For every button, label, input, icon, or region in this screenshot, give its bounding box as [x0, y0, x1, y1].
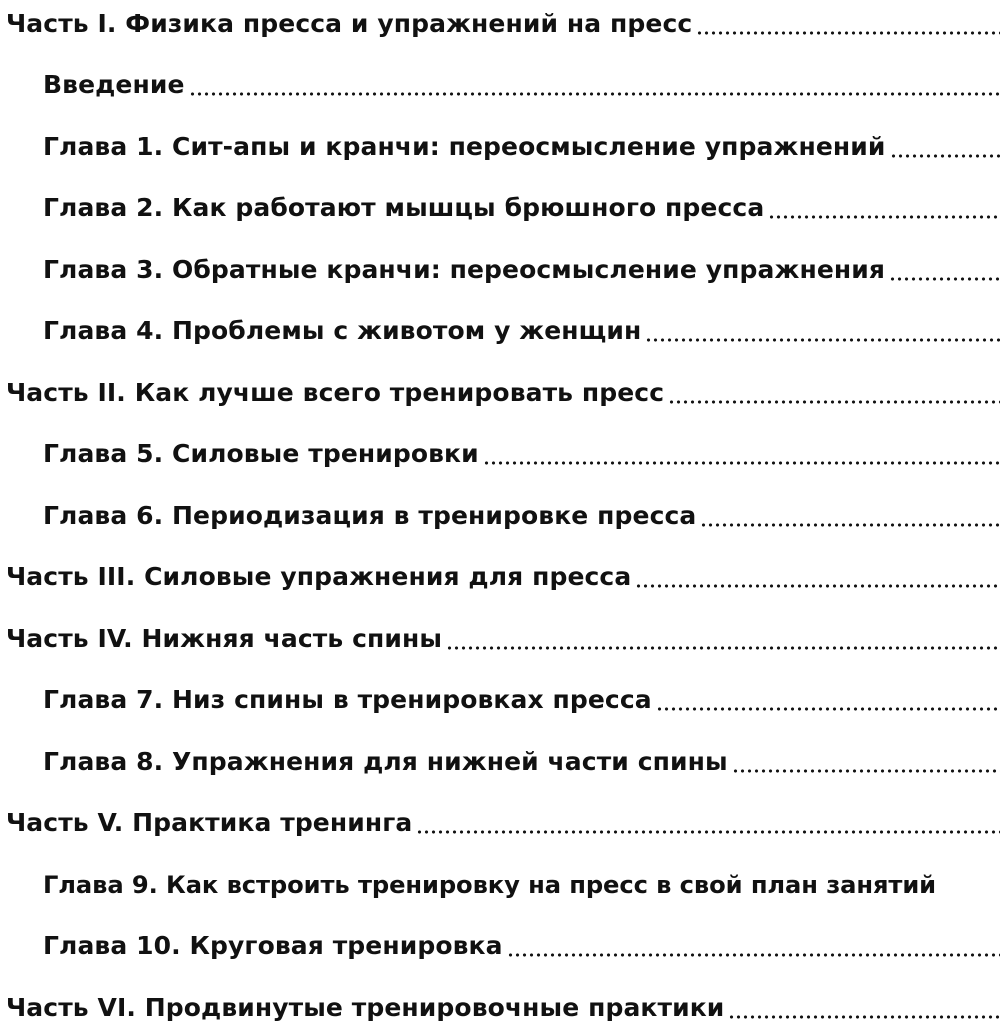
dot-leader — [189, 67, 1000, 97]
toc-entry-label: Часть III. Силовые упражнения для пресса — [6, 562, 632, 591]
dot-leader — [732, 744, 1000, 774]
toc-entry-label: Введение — [43, 70, 185, 99]
dot-leader — [416, 805, 1000, 835]
dot-leader — [507, 928, 1000, 958]
toc-entry-label: Глава 5. Силовые тренировки — [43, 439, 479, 468]
toc-entry-label: Глава 7. Низ спины в тренировках пресса — [43, 685, 652, 714]
dot-leader — [645, 313, 1000, 343]
toc-entry-chapter-4 — [0, 307, 1000, 347]
toc-entry-label: Глава 4. Проблемы с животом у женщин — [43, 316, 642, 345]
toc-entry-part-4 — [0, 615, 1000, 655]
toc-entry-chapter-10 — [0, 922, 1000, 962]
dot-leader — [656, 682, 1000, 712]
toc-entry-chapter-6 — [0, 492, 1000, 532]
toc-entry-label: Глава 1. Сит-апы и кранчи: переосмысление упражнений — [43, 132, 886, 161]
toc-entry-chapter-5 — [0, 430, 1000, 470]
toc-entry-part-6 — [0, 984, 1000, 1024]
toc-entry-label: Глава 3. Обратные кранчи: переосмысление упражнения — [43, 255, 886, 284]
toc-entry-label: Глава 2. Как работают мышцы брюшного пресса — [43, 193, 765, 222]
dot-leader — [889, 252, 1000, 282]
dot-leader — [635, 559, 1000, 589]
toc-entry-chapter-8 — [0, 738, 1000, 778]
toc-entry-chapter-7 — [0, 676, 1000, 716]
toc-entry-chapter-2 — [0, 184, 1000, 224]
dot-leader — [668, 375, 1000, 405]
toc-entry-label: Часть II. Как лучше всего тренировать пресс — [6, 378, 665, 407]
toc-entry-label: Часть V. Практика тренинга — [6, 808, 413, 837]
toc-entry-part-1 — [0, 0, 1000, 40]
toc-entry-label: Глава 6. Периодизация в тренировке пресса — [43, 501, 697, 530]
dot-leader — [890, 129, 1000, 159]
toc-entry-chapter-9 — [0, 861, 1000, 901]
toc-entry-label: Глава 8. Упражнения для нижней части спины — [43, 747, 728, 776]
toc-entry-label: Часть I. Физика пресса и упражнений на пресс — [6, 9, 693, 38]
toc-entry-label: Глава 9. Как встроить тренировку на пресс в свой план занятий — [43, 871, 937, 899]
dot-leader — [768, 190, 1000, 220]
dot-leader — [483, 436, 1000, 466]
dot-leader — [700, 498, 1000, 528]
dot-leader — [446, 621, 1000, 651]
dot-leader — [728, 990, 1000, 1020]
toc-entry-label: Часть VI. Продвинутые тренировочные практики — [6, 993, 725, 1022]
toc-entry-part-3 — [0, 553, 1000, 593]
toc-entry-part-2 — [0, 369, 1000, 409]
toc-entry-chapter-1 — [0, 123, 1000, 163]
toc-entry-label: Часть IV. Нижняя часть спины — [6, 624, 443, 653]
toc-entry-introduction — [0, 61, 1000, 101]
dot-leader — [696, 6, 1000, 36]
toc-entry-part-5 — [0, 799, 1000, 839]
toc-entry-label: Глава 10. Круговая тренировка — [43, 931, 503, 960]
toc-entry-chapter-3 — [0, 246, 1000, 286]
